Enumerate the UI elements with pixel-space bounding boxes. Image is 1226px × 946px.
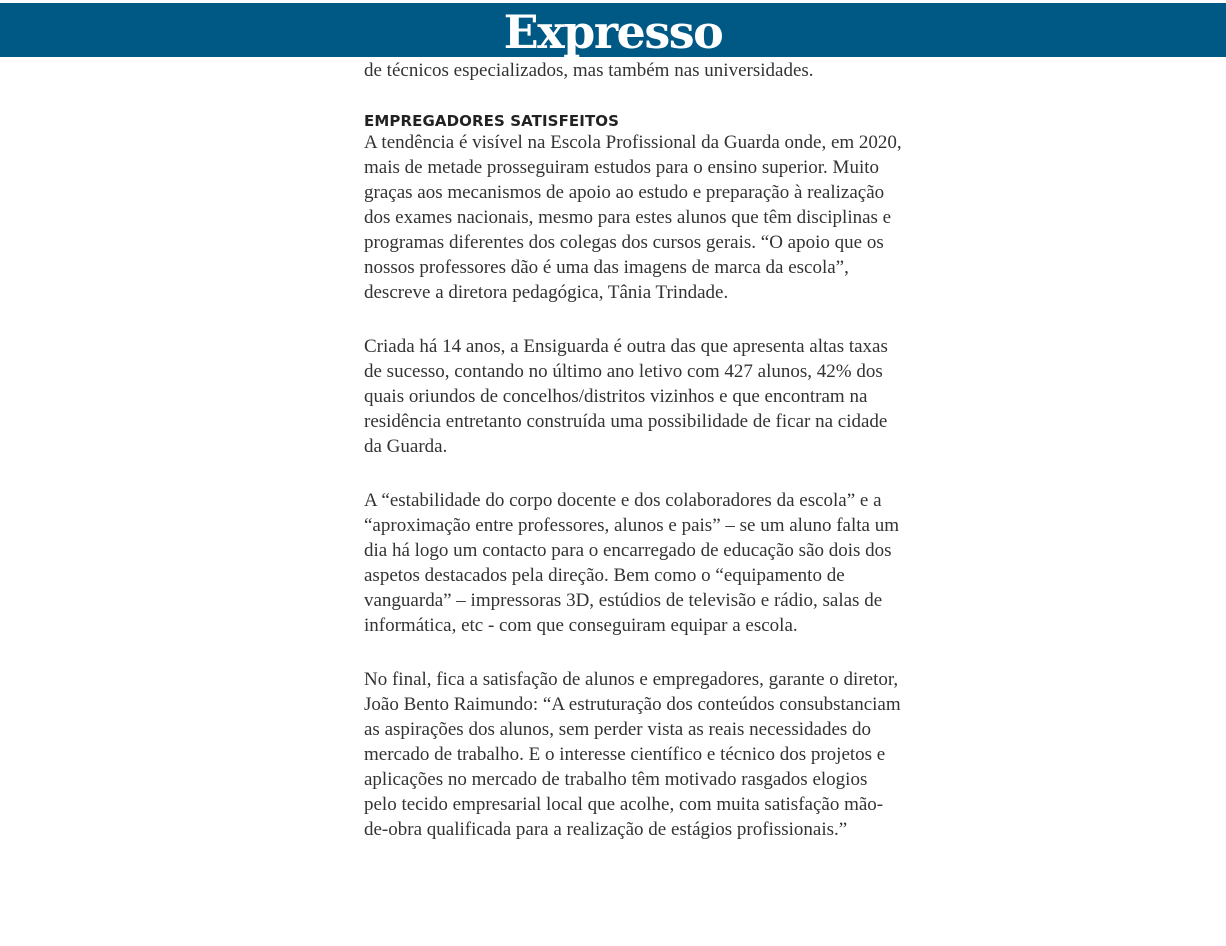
article-paragraph: No final, fica a satisfação de alunos e empregadores, garante o diretor, João Bento Raimundo: “A estruturação dos conteúdos consubstanciam as aspirações dos alunos, sem perder vista as reais necessidades do mercado de trabalho. E o interesse científico e técnico dos projetos e aplicações no mercado de trabalho têm motivado rasgados elogios pelo tecido empresarial local que acolhe, com muita satisfação mão-de-obra qualificada para a realização de estágios profissionais.” — [364, 669, 901, 840]
article-paragraph: A tendência é visível na Escola Profissional da Guarda onde, em 2020, mais de metade prosseguiram estudos para o ensino superior. Muito graças aos mecanismos de apoio ao estudo e preparação à realização dos exames nacionais, mesmo para estes alunos que têm disciplinas e programas diferentes dos colegas dos cursos gerais. “O apoio que os nossos professores dão é uma das imagens de marca da escola”, descreve a diretora pedagógica, Tânia Trindade. — [364, 132, 902, 303]
article-paragraph-intro: de técnicos especializados, mas também nas universidades. — [364, 60, 814, 81]
article-paragraph: Criada há 14 anos, a Ensiguarda é outra das que apresenta altas taxas de sucesso, contando no último ano letivo com 427 alunos, 42% dos quais oriundos de concelhos/distritos vizinhos e que encontram na residência entretanto construída uma possibilidade de ficar na cidade da Guarda. — [364, 336, 888, 457]
article-paragraph: A “estabilidade do corpo docente e dos colaboradores da escola” e a “aproximação entre professores, alunos e pais” – se um aluno falta um dia há logo um contacto para o encarregado de educação são dois dos aspetos destacados pela direção. Bem como o “equipamento de vanguarda” – impressoras 3D, estúdios de televisão e rádio, salas de informática, etc - com que conseguiram equipar a escola. — [364, 490, 899, 636]
section-heading: EMPREGADORES SATISFEITOS — [364, 112, 620, 130]
article-body — [364, 57, 904, 842]
site-header — [0, 0, 1226, 57]
expresso-logo[interactable]: Expresso — [503, 5, 723, 59]
